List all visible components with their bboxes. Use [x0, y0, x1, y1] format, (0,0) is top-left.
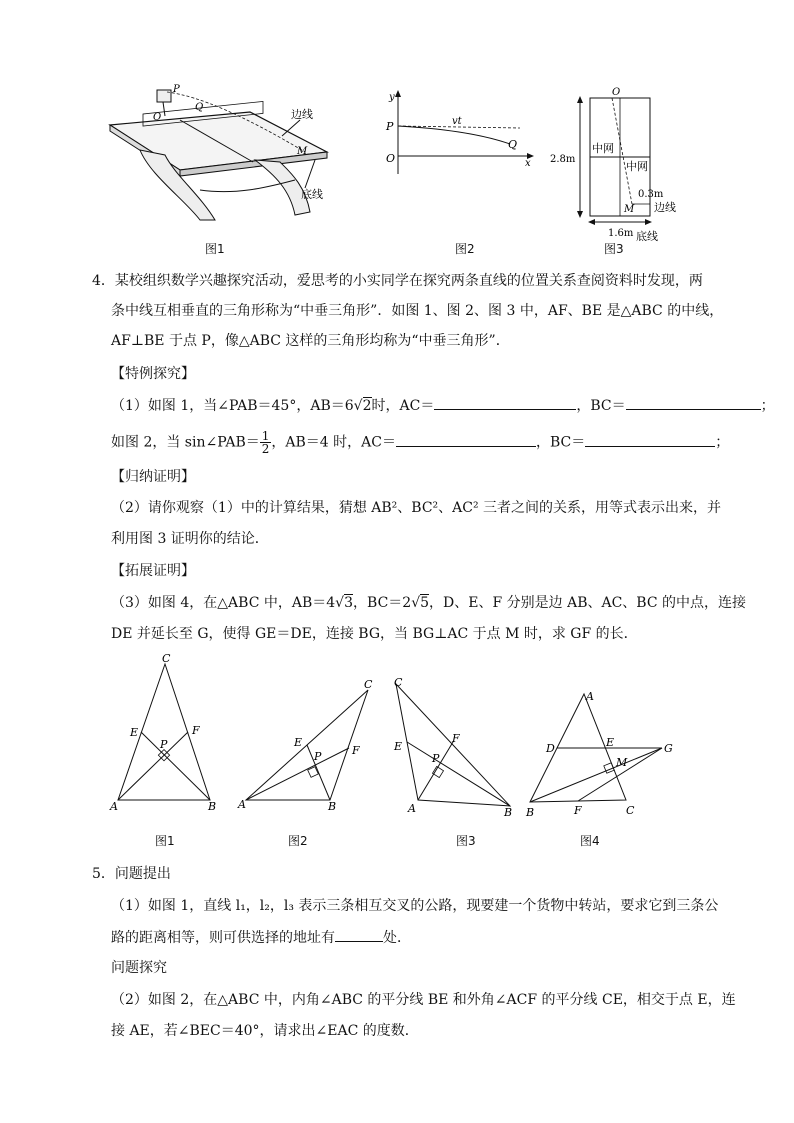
sqrt-symbol: √ [335, 595, 345, 611]
q4-part1a-end: ； [760, 398, 775, 414]
q4-fig3-caption: 图3 [456, 834, 476, 848]
q4-section-extend: 【拓展证明】 [111, 563, 195, 579]
q4-section-special: 【特例探究】 [111, 366, 195, 382]
q4-number: 4． [92, 273, 115, 289]
f3-label-C: C [394, 676, 403, 689]
q5-part1-line2-a: 路的距离相等，则可供选择的地址有 [111, 930, 335, 946]
fig2-label-vt: vt [452, 116, 462, 127]
f3-label-B: B [504, 806, 513, 816]
q5-part1-line2-b: 处． [383, 930, 411, 946]
f1-label-E: E [130, 726, 139, 739]
fig1-label-bottom: 底线 [301, 188, 323, 201]
f3-label-F: F [452, 732, 460, 745]
f4-label-M: M [616, 756, 628, 769]
fig2-label-x: x [525, 158, 531, 169]
answer-blank-ac-1[interactable] [434, 395, 576, 410]
fig1-label-M: M [297, 146, 308, 157]
fig3-label-net1: 中网 [592, 142, 614, 155]
q4-part3-sqrt1: 3 [344, 595, 354, 611]
q4-part1b-mid: ，AB＝4 时，AC＝ [271, 434, 396, 451]
f1-label-F: F [192, 724, 200, 737]
q4-fig4-caption: 图4 [580, 834, 600, 848]
fig3-label-d: 0.3m [638, 189, 664, 200]
fig3-caption: 图3 [604, 242, 624, 256]
q5-part2-line1: （2）如图 2，在△ABC 中，内角∠ABC 的平分线 BE 和外角∠ACF 的平分线 CE，相交于点 E，连 [111, 992, 736, 1008]
f2-label-C: C [364, 680, 373, 691]
answer-blank-bc-2[interactable] [585, 432, 715, 447]
f4-label-F: F [574, 804, 582, 817]
q4-part1a-bc: ，BC＝ [576, 398, 626, 414]
q4-figure-4 [522, 688, 692, 823]
fig1-caption: 图1 [205, 242, 225, 256]
q5-part2-line2: 接 AE，若∠BEC＝40°，请求出∠EAC 的度数． [111, 1023, 419, 1039]
fraction-numerator: 1 [261, 429, 270, 443]
q4-part1a [111, 395, 775, 416]
q4-part2-line1: （2）请你观察（1）中的计算结果，猜想 AB²、BC²、AC² 三者之间的关系，用等式表示出来，并 [111, 500, 722, 516]
q4-part1b-bc: ，BC＝ [535, 434, 586, 451]
q4-figure-3 [390, 676, 520, 816]
f1-label-C: C [162, 652, 171, 665]
f1-label-P: P [160, 738, 168, 751]
f4-label-B: B [526, 806, 535, 819]
f2-label-A: A [238, 798, 246, 810]
fig3-label-width: 1.6m [608, 228, 634, 239]
f4-label-E: E [606, 736, 615, 749]
q4-part1a-sqrt: 2 [362, 398, 372, 414]
q4-intro-3: AF⊥BE 于点 P，像△ABC 这样的三角形均称为“中垂三角形”． [111, 333, 510, 349]
fig2-label-P: P [386, 120, 394, 133]
fig3-label-M: M [624, 204, 635, 215]
f4-label-G: G [664, 742, 673, 755]
f4-label-C: C [626, 804, 635, 817]
fig2-label-y: y [389, 92, 395, 103]
q4-part3-line2: DE 并延长至 G，使得 GE＝DE，连接 BG，当 BG⊥AC 于点 M 时，求 GF 的长． [111, 626, 638, 642]
fig1-label-Q: Q [195, 102, 204, 113]
fig2-label-O: O [386, 152, 396, 165]
q4-part1b-end: ； [715, 434, 730, 451]
fig1-label-O: O [153, 112, 162, 123]
fig3-label-O: O [612, 87, 621, 98]
answer-blank-bc-1[interactable] [626, 395, 761, 410]
q4-part2-line2: 利用图 3 证明你的结论． [111, 531, 269, 547]
q4-part3-sqrt2: 5 [420, 595, 430, 611]
q4-part1a-prefix: （1）如图 1，当∠PAB＝45°，AB＝6 [111, 398, 354, 414]
q4-intro-2: 条中线互相垂直的三角形称为“中垂三角形”．如图 1、图 2、图 3 中，AF、BE 是△ABC 的中线， [111, 303, 724, 319]
q5-number: 5． [92, 866, 115, 882]
answer-blank-ac-2[interactable] [396, 432, 536, 447]
f2-label-E: E [294, 736, 303, 749]
fig3-label-side: 边线 [654, 201, 676, 214]
fig3-label-bottom: 底线 [636, 230, 658, 243]
sqrt-symbol: √ [411, 595, 421, 611]
q4-intro-1: 某校组织数学兴趣探究活动，爱思考的小实同学在探究两条直线的位置关系查阅资料时发现，两 [114, 273, 703, 289]
table-tennis-figure [105, 80, 345, 230]
fig1-label-P: P [173, 84, 180, 95]
fig1-label-side: 边线 [291, 108, 313, 121]
q5-title: 问题提出 [114, 866, 171, 882]
fig2-label-Q: Q [508, 138, 518, 151]
fraction-one-half [260, 430, 272, 455]
f4-label-A: A [586, 690, 594, 703]
f1-label-A: A [110, 800, 118, 812]
q4-part1b-prefix: 如图 2，当 sin∠PAB＝ [111, 434, 260, 451]
q4-line1 [92, 271, 703, 291]
f2-label-F: F [352, 744, 360, 757]
f3-label-E: E [394, 740, 403, 753]
f2-label-B: B [328, 800, 337, 810]
f2-label-P: P [314, 750, 322, 763]
table-top-view-figure [548, 84, 688, 244]
q4-figure-2 [236, 680, 386, 810]
fig3-label-height: 2.8m [550, 154, 576, 165]
f3-label-P: P [432, 752, 440, 765]
q4-part3-mid: ，BC＝2 [353, 595, 412, 611]
q4-part1b [111, 430, 729, 455]
q4-part3-rest: ，D、E、F 分别是边 AB、AC、BC 的中点，连接 [429, 595, 747, 611]
q4-section-proof: 【归纳证明】 [111, 469, 195, 485]
fig2-caption: 图2 [455, 242, 475, 256]
sqrt-symbol: √ [353, 398, 363, 414]
answer-blank-sites[interactable] [335, 927, 383, 942]
q5-section-explore: 问题探究 [111, 960, 167, 976]
q4-fig1-caption: 图1 [155, 834, 175, 848]
q5-heading [92, 864, 171, 884]
q4-fig2-caption: 图2 [288, 834, 308, 848]
fraction-denominator: 2 [261, 442, 270, 456]
q4-part1a-mid: 时，AC＝ [371, 398, 435, 414]
q5-part1-line1: （1）如图 1，直线 l₁，l₂，l₃ 表示三条相互交叉的公路，现要建一个货物中转站，要求它到三条公 [111, 898, 719, 914]
trajectory-axes-figure [380, 88, 540, 178]
f1-label-B: B [208, 800, 217, 812]
f4-label-D: D [546, 742, 555, 755]
f3-label-A: A [408, 802, 416, 815]
q4-part3-line1 [111, 593, 746, 613]
q4-part3-prefix: （3）如图 4，在△ABC 中，AB＝4 [111, 595, 336, 611]
q5-part1-line2 [111, 927, 411, 948]
q4-figure-1 [108, 652, 228, 812]
fig3-label-net2: 中网 [626, 160, 648, 173]
